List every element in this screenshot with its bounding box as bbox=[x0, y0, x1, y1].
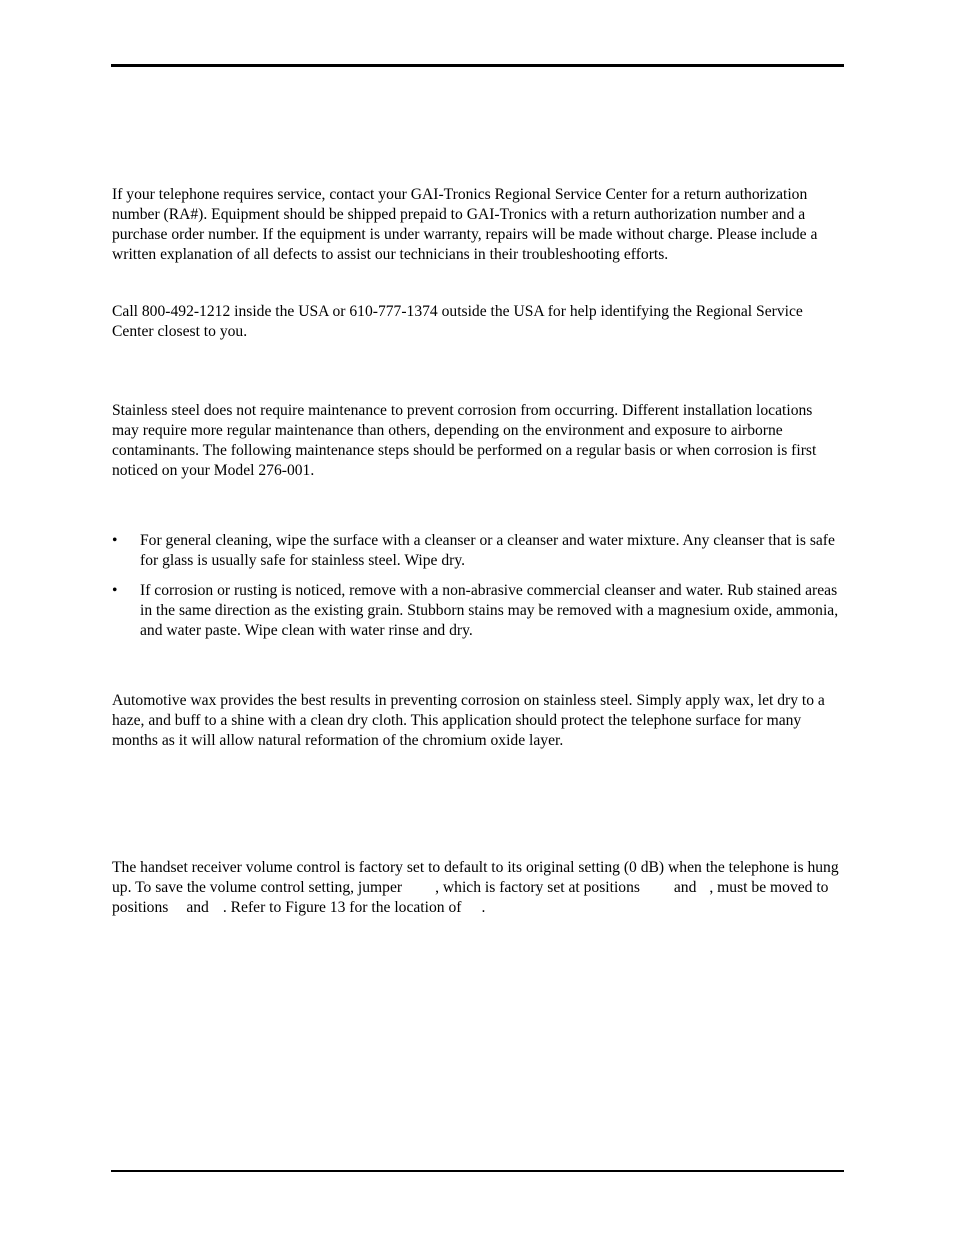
bullet-icon: • bbox=[112, 582, 118, 599]
wax-paragraph: Automotive wax provides the best results in preventing corrosion on stainless steel. Simply apply wax, let dry to a haze, and buff to a shine with a clean dry cloth. This application should protect the telephone surface for many months as it will allow natural reformation of the chromium oxide layer. bbox=[112, 692, 825, 749]
list-item-text: For general cleaning, wipe the surface with a cleanser or a cleanser and water mixture. Any cleanser that is safe for glass is usually safe for stainless steel. Wipe dry. bbox=[140, 532, 835, 569]
maintenance-intro-paragraph: Stainless steel does not require maintenance to prevent corrosion from occurring. Different installation locations may require more regular maintenance than others, depending on the environment and exposure to airborne contaminants. The following maintenance steps should be performed on a regular basis or when corrosion is first noticed on your Model 276-001. bbox=[112, 402, 817, 479]
service-paragraph-1: If your telephone requires service, contact your GAI-Tronics Regional Service Center for a return authorization number (RA#). Equipment should be shipped prepaid to GAI-Tronics with a return authorization number and a purchase order number. If the equipment is under warranty, repairs will be made without charge. Please include a written explanation of all defects to assist our technicians in their troubleshooting efforts. bbox=[112, 186, 818, 263]
volume-text-part5: and bbox=[186, 899, 209, 916]
volume-text-part4: , must be moved to positions bbox=[112, 879, 829, 916]
list-item bbox=[112, 581, 842, 641]
list-item bbox=[112, 531, 842, 571]
footer-rule bbox=[111, 1170, 844, 1172]
service-paragraph-2: Call 800-492-1212 inside the USA or 610-777-1374 outside the USA for help identifying the Regional Service Center closest to you. bbox=[112, 303, 803, 340]
header-rule bbox=[111, 64, 844, 67]
bullet-icon: • bbox=[112, 532, 118, 549]
cleaning-steps-list bbox=[112, 531, 842, 651]
volume-text-part6: . Refer to Figure 13 for the location of bbox=[222, 899, 462, 916]
volume-text-part3: and bbox=[673, 879, 697, 896]
volume-text-part1: The handset receiver volume control is factory set to default to its original setting (0 dB) when the telephone is hung up. To save the volume control setting, jumper bbox=[112, 859, 839, 896]
list-item-text: If corrosion or rusting is noticed, remove with a non-abrasive commercial cleanser and water. Rub stained areas in the same direction as the existing grain. Stubborn stains may be removed with a magnesium oxide, ammonia, and water paste. Wipe clean with water rinse and dry. bbox=[140, 582, 839, 639]
volume-control-paragraph bbox=[112, 858, 842, 918]
volume-text-part2: , which is factory set at positions bbox=[435, 879, 640, 896]
volume-text-part7: . bbox=[481, 899, 486, 916]
